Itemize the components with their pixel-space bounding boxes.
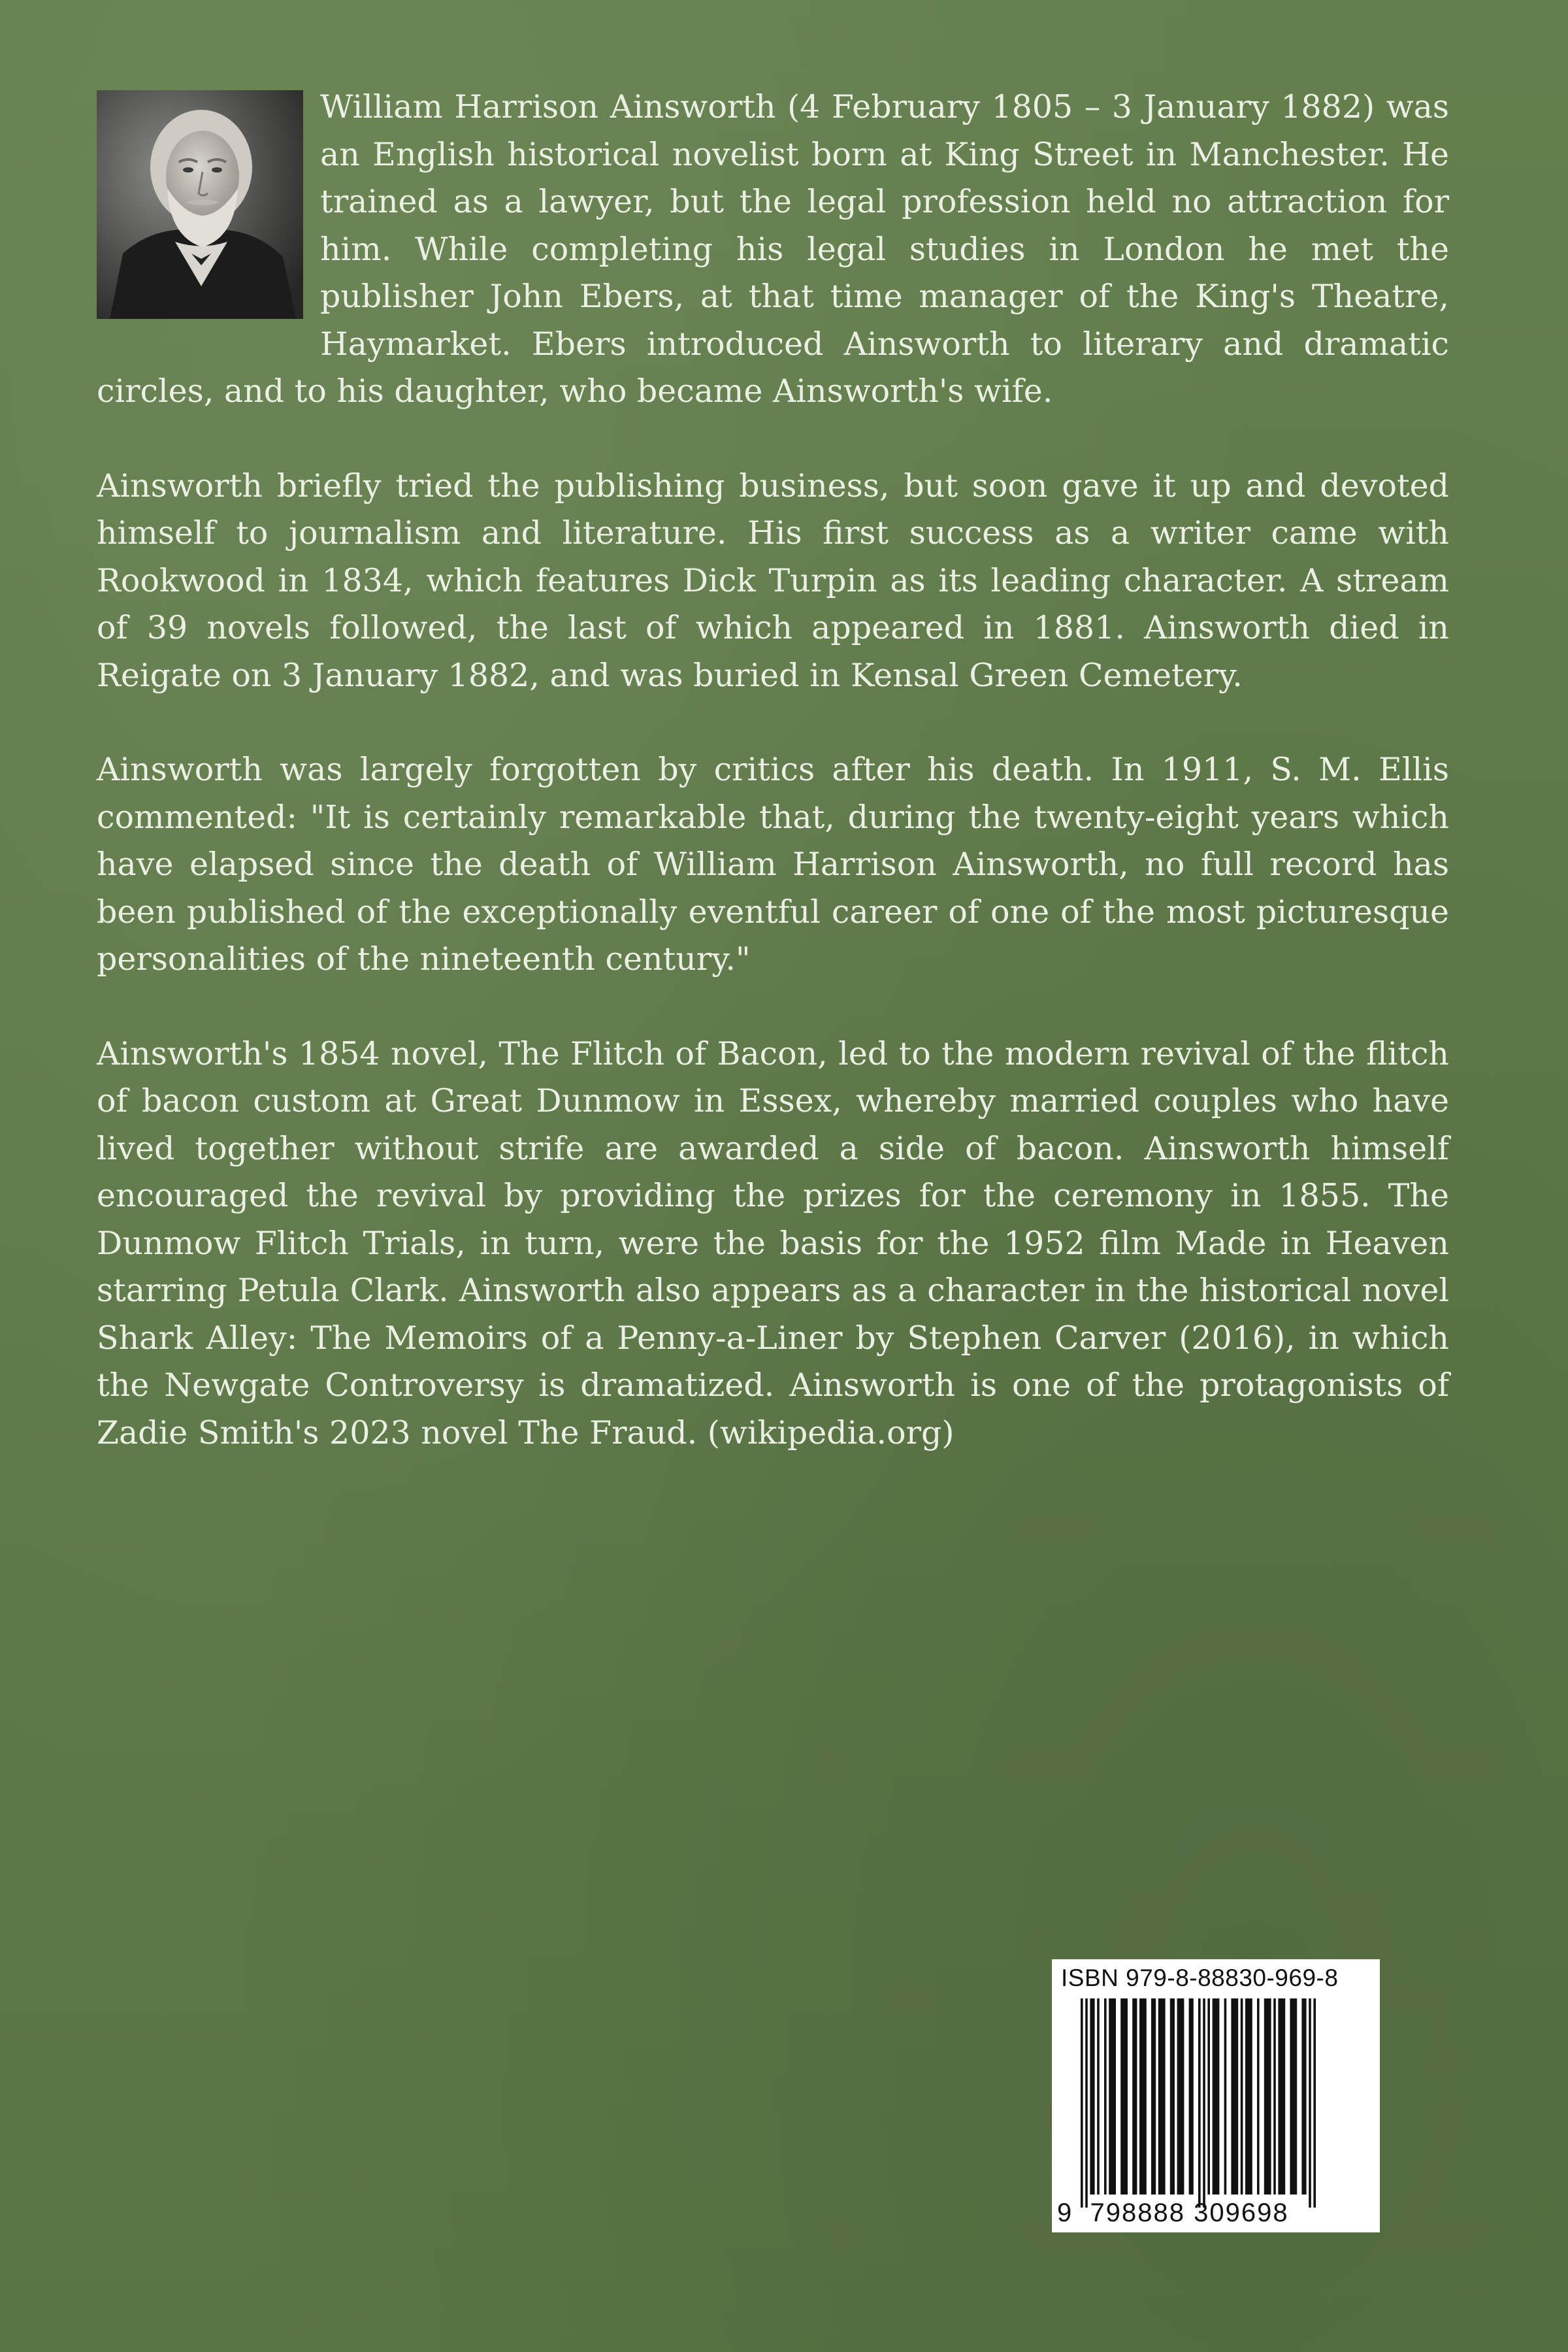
barcode-bar — [1207, 1998, 1210, 2195]
barcode-bar — [1151, 1998, 1156, 2195]
barcode-bar — [1273, 1998, 1276, 2195]
barcode-bar — [1090, 1998, 1094, 2195]
barcode-bar — [1241, 1998, 1243, 2195]
portrait-image — [97, 90, 303, 319]
bio-paragraph-3: Ainsworth was largely forgotten by critics after his death. In 1911, S. M. Ellis commented: "It is certainly remarkable that, during the twenty-eight years which have elapsed since the death of William Harrison Ainsworth, no full record has been published of the exceptionally eventful career of one of the most picturesque personalities of the nineteenth century." — [97, 751, 1449, 978]
isbn-label: ISBN 979-8-88830-969-8 — [1061, 1964, 1339, 1991]
barcode-bar — [1203, 1998, 1205, 2208]
barcode-digit-first: 9 — [1057, 2198, 1073, 2227]
author-portrait — [97, 90, 303, 319]
barcode-digits — [1057, 2198, 1289, 2228]
barcode-bar — [1139, 1998, 1147, 2195]
barcode-bar — [1109, 1998, 1116, 2195]
barcode-bar — [1278, 1998, 1285, 2195]
barcode-bar — [1104, 1998, 1107, 2195]
barcode-bar — [1313, 1998, 1316, 2208]
bio-paragraph-1-text: William Harrison Ainsworth (4 February 1805 – 3 January 1882) was an English historical novelist born at King Street in Manchester. He trained as a lawyer, but the legal profession held no attraction for him. While completing his legal studies in London he met the publisher John Ebers, at that time manager of the King's Theatre, Haymarket. Ebers introduced Ainsworth to literary and dramatic circles, and to his daughter, who became Ainsworth's wife. — [97, 88, 1449, 410]
barcode-bar — [1213, 1998, 1220, 2195]
barcode-bar — [1158, 1998, 1166, 2195]
barcode-bar — [1189, 1998, 1194, 2195]
barcode-bar — [1085, 1998, 1088, 2208]
barcode-bar — [1120, 1998, 1128, 2195]
barcode-bar — [1264, 1998, 1271, 2195]
bio-paragraph-2: Ainsworth briefly tried the publishing business, but soon gave it up and devoted himself to journalism and literature. His first success as a writer came with Rookwood in 1834, which features Dick Turpin as its leading character. A stream of 39 novels followed, the last of which appeared in 1881. Ainsworth died in Reigate on 3 January 1882, and was buried in Kensal Green Cemetery. — [97, 467, 1449, 694]
barcode-bar — [1097, 1998, 1100, 2195]
barcode-bar — [1081, 1998, 1083, 2208]
barcode-bar — [1170, 1998, 1175, 2195]
barcode-bar — [1224, 1998, 1227, 2195]
isbn-barcode — [1052, 1959, 1380, 2232]
barcode-bar — [1257, 1998, 1260, 2195]
barcode-bar — [1290, 1998, 1297, 2195]
barcode-bar — [1177, 1998, 1184, 2195]
barcode-bar — [1245, 1998, 1252, 2195]
barcode-bar — [1309, 1998, 1311, 2208]
barcode-bar — [1198, 1998, 1201, 2208]
barcode-bars — [1052, 1959, 1380, 2232]
barcode-bar — [1301, 1998, 1306, 2195]
description-text — [97, 84, 1449, 1504]
bio-paragraph-4: Ainsworth's 1854 novel, The Flitch of Bacon, led to the modern revival of the flitch of bacon custom at Great Dunmow in Essex, whereby married couples who have lived together without strife are awarded a side of bacon. Ainsworth himself encouraged the revival by providing the prizes for the ceremony in 1855. The Dunmow Flitch Trials, in turn, were the basis for the 1952 film Made in Heaven starring Petula Clark. Ainsworth also appears as a character in the historical novel Shark Alley: The Memoirs of a Penny-a-Liner by Stephen Carver (2016), in which the Newgate Controversy is dramatized. Ainsworth is one of the protagonists of Zadie Smith's 2023 novel The Fraud. (wikipedia.org) — [97, 1035, 1449, 1451]
barcode-digits-end: 309698 — [1194, 2198, 1289, 2227]
barcode-bar — [1231, 1998, 1238, 2195]
barcode-digits-main: 798888 — [1090, 2198, 1185, 2227]
bio-paragraph-1 — [97, 84, 1449, 416]
barcode-bar — [1132, 1998, 1137, 2195]
